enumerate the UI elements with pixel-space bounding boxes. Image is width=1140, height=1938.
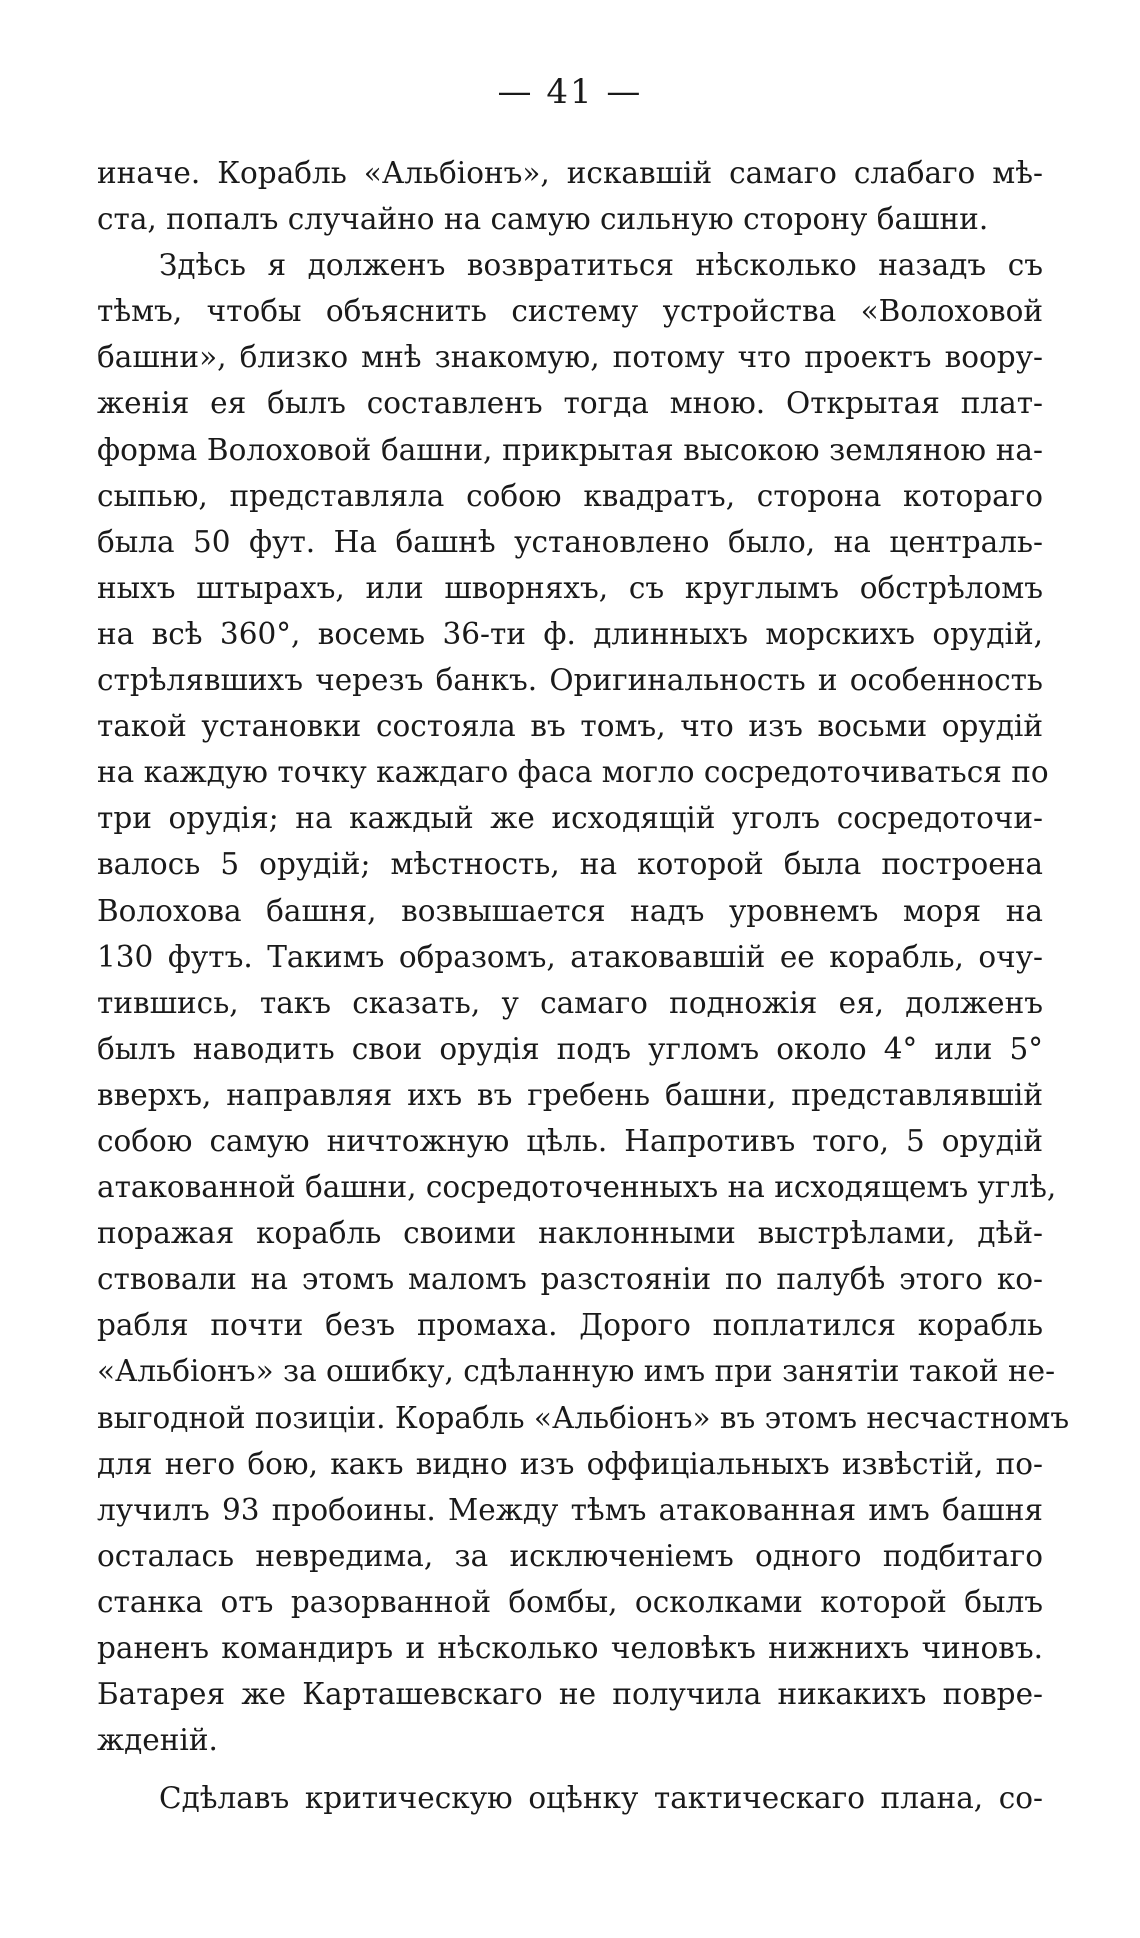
text-line: была 50 фут. На башнѣ установлено было, на централь- <box>97 524 1043 559</box>
text-line: Сдѣлавъ критическую оцѣнку тактическаго плана, со- <box>159 1781 1043 1816</box>
text-line: вверхъ, направляя ихъ въ гребень башни, представлявшій <box>97 1077 1043 1112</box>
text-line: «Альбіонъ» за ошибку, сдѣланную имъ при занятіи такой не- <box>97 1354 1056 1389</box>
text-line: башни», близко мнѣ знакомую, потому что проектъ воору- <box>97 340 1043 375</box>
text-line: на всѣ 360°, восемь 36-ти ф. длинныхъ морскихъ орудій, <box>97 616 1043 651</box>
text-line: лучилъ 93 пробоины. Между тѣмъ атакованная имъ башня <box>97 1492 1043 1527</box>
text-line: сыпью, представляла собою квадратъ, сторона котораго <box>97 478 1043 513</box>
text-line: ствовали на этомъ маломъ разстояніи по палубѣ этого ко- <box>97 1262 1043 1297</box>
text-line: Батарея же Карташевскаго не получила никакихъ повре- <box>97 1677 1043 1712</box>
text-line: ныхъ штырахъ, или шворняхъ, съ круглымъ обстрѣломъ <box>97 570 1043 605</box>
text-line: тившись, такъ сказать, у самаго подножія ея, долженъ <box>97 985 1043 1020</box>
page-number: — 41 — <box>497 72 643 112</box>
text-line: иначе. Корабль «Альбіонъ», искавшій самаго слабаго мѣ- <box>97 156 1043 190</box>
paragraph-1 <box>97 150 1043 242</box>
text-line: форма Волоховой башни, прикрытая высокою земляною на- <box>97 432 1043 467</box>
text-line: осталась невредима, за исключеніемъ одного подбитаго <box>97 1538 1043 1573</box>
text-line: раненъ командиръ и нѣсколько человѣкъ нижнихъ чиновъ. <box>97 1631 1043 1665</box>
text-line: стрѣлявшихъ черезъ банкъ. Оригинальность и особенность <box>97 663 1043 698</box>
paragraph-gap <box>97 1763 1043 1775</box>
text-line: былъ наводить свои орудія подъ угломъ около 4° или 5° <box>97 1031 1043 1066</box>
text-line: жденій. <box>97 1723 218 1758</box>
paragraph-3 <box>97 1775 1043 1821</box>
text-line: рабля почти безъ промаха. Дорого поплатился корабль <box>97 1308 1043 1343</box>
text-line: на каждую точку каждаго фаса могло сосредоточиваться по <box>97 755 1049 790</box>
text-line: Здѣсь я долженъ возвратиться нѣсколько назадъ съ <box>159 248 1043 283</box>
text-line: атакованной башни, сосредоточенныхъ на исходящемъ углѣ, <box>97 1170 1057 1205</box>
text-line: женія ея былъ составленъ тогда мною. Открытая плат- <box>97 386 1043 421</box>
text-line: для него бою, какъ видно изъ оффиціальныхъ извѣстій, по- <box>97 1446 1043 1481</box>
text-line: валось 5 орудій; мѣстность, на которой была построена <box>97 847 1043 882</box>
text-line: станка отъ разорванной бомбы, осколками которой былъ <box>97 1584 1043 1619</box>
paragraph-2 <box>97 242 1070 1763</box>
text-line: Волохова башня, возвышается надъ уровнемъ моря на <box>97 893 1043 928</box>
text-line: ста, попалъ случайно на самую сильную сторону башни. <box>97 202 989 237</box>
text-line: 130 футъ. Такимъ образомъ, атаковавшій ее корабль, очу- <box>97 939 1043 974</box>
text-line: три орудія; на каждый же исходящій уголъ сосредоточи- <box>97 801 1043 836</box>
text-line: собою самую ничтожную цѣль. Напротивъ того, 5 орудій <box>97 1123 1043 1158</box>
text-line: поражая корабль своими наклонными выстрѣлами, дѣй- <box>97 1216 1043 1251</box>
text-line: выгодной позиціи. Корабль «Альбіонъ» въ этомъ несчастномъ <box>97 1400 1070 1435</box>
body-text <box>97 150 1070 1821</box>
text-line: тѣмъ, чтобы объяснить систему устройства «Волоховой <box>97 294 1043 329</box>
text-line: такой установки состояла въ томъ, что изъ восьми орудій <box>97 709 1043 744</box>
